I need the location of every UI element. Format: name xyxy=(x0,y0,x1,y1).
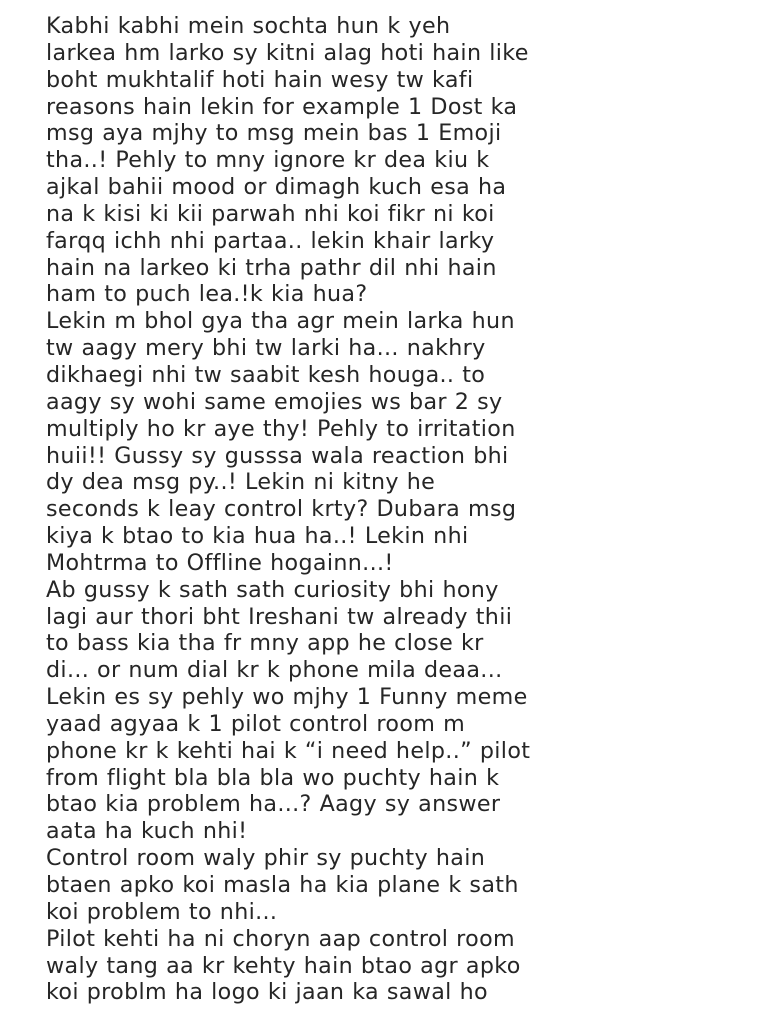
text-line-17: huii!! Gussy sy gusssa wala reaction bhi xyxy=(46,442,509,469)
text-line-16: multiply ho kr aye thy! Pehly to irritation xyxy=(46,415,516,442)
text-line-33: btaen apko koi masla ha kia plane k sath xyxy=(46,872,519,898)
text-line-6: tha..! Pehly to mny ignore kr dea kiu k xyxy=(46,147,490,174)
text-line-32: Control room waly phir sy puchty hain xyxy=(46,845,486,872)
text-line-2: larkea hm larko sy kitni alag hoti hain like xyxy=(46,39,529,66)
text-line-37: koi problm ha logo ki jaan ka sawal ho xyxy=(46,979,488,1006)
text-line-31: aata ha kuch nhi! xyxy=(46,818,248,845)
text-line-9: farqq ichh nhi partaa.. lekin khair larky xyxy=(46,227,495,254)
text-line-34: koi problem to nhi... xyxy=(46,898,278,925)
text-line-10: hain na larkeo ki trha pathr dil nhi hain xyxy=(46,254,497,281)
text-line-18: dy dea msg py..! Lekin ni kitny he xyxy=(46,469,436,496)
text-line-19: seconds k leay control krty? Dubara msg xyxy=(46,496,517,523)
text-line-21: Mohtrma to Offline hogainn...! xyxy=(46,549,394,576)
text-line-29: from flight bla bla bla wo puchty hain k xyxy=(46,764,500,791)
text-line-1: Kabhi kabhi mein sochta hun k yeh xyxy=(46,13,451,39)
text-line-8: na k kisi ki kii parwah nhi koi fikr ni koi xyxy=(46,200,495,227)
text-line-28: phone kr k kehti hai k “i need help..” pilot xyxy=(46,737,531,764)
text-line-27: yaad agyaa k 1 pilot control room m xyxy=(46,710,466,737)
text-line-12: Lekin m bhol gya tha agr mein larka hun xyxy=(46,308,515,335)
text-line-11: ham to puch lea.!k kia hua? xyxy=(46,281,368,308)
text-line-22: Ab gussy k sath sath curiosity bhi hony xyxy=(46,576,499,603)
text-line-14: dikhaegi nhi tw saabit kesh houga.. to xyxy=(46,361,486,388)
text-line-20: kiya k btao to kia hua ha..! Lekin nhi xyxy=(46,523,469,550)
text-line-23: lagi aur thori bht Ireshani tw already thii xyxy=(46,603,513,630)
text-line-30: btao kia problem ha...? Aagy sy answer xyxy=(46,791,501,818)
text-line-7: ajkal bahii mood or dimagh kuch esa ha xyxy=(46,174,507,201)
text-line-26: Lekin es sy pehly wo mjhy 1 Funny meme xyxy=(46,684,528,711)
text-line-15: aagy sy wohi same emojies ws bar 2 sy xyxy=(46,388,503,415)
text-line-35: Pilot kehti ha ni choryn aap control room xyxy=(46,925,515,952)
text-line-5: msg aya mjhy to msg mein bas 1 Emoji xyxy=(46,120,502,147)
text-line-25: di... or num dial kr k phone mila deaa... xyxy=(46,657,503,684)
text-line-13: tw aagy mery bhi tw larki ha... nakhry xyxy=(46,335,486,362)
text-line-36: waly tang aa kr kehty hain btao agr apko xyxy=(46,952,521,979)
text-line-4: reasons hain lekin for example 1 Dost ka xyxy=(46,93,518,120)
text-line-24: to bass kia tha fr mny app he close kr xyxy=(46,630,484,657)
story-text xyxy=(46,13,746,1006)
text-line-3: boht mukhtalif hoti hain wesy tw kafi xyxy=(46,66,474,93)
